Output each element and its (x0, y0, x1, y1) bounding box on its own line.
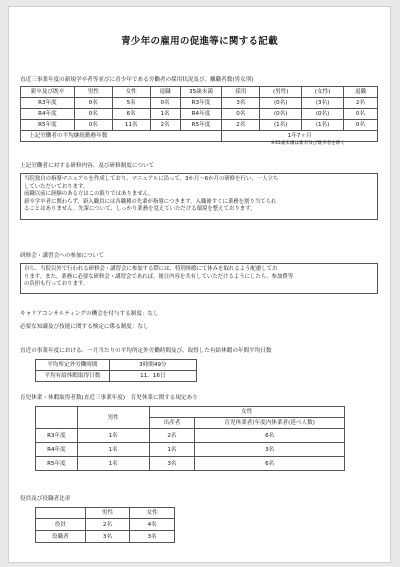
header-cell: 35歳未満 (180, 87, 222, 98)
seminar-text-box (20, 263, 378, 294)
officer-ratio-table (35, 507, 175, 543)
table-header-row (36, 407, 345, 418)
retire-cell: 0名 (150, 98, 180, 109)
year-cell: R4年度 (36, 443, 78, 457)
birth-cell: 1名 (149, 443, 195, 457)
header-cell: 女性 (130, 508, 175, 519)
text-line: していただいております。 (24, 183, 89, 190)
hiring-status-heading: 直近三事業年度の新規学卒者等並びに青少年である労働者の採用状況及び、離職者数(男女別) (20, 77, 254, 83)
year-cell: R3年度 (36, 429, 78, 443)
leave-cell: 3名 (195, 443, 345, 457)
table-row (36, 429, 345, 443)
hire-female-cell: (0名) (302, 109, 344, 120)
hire-male-cell: (0名) (260, 98, 302, 109)
seminar-heading: 研修会・講習会への参加について (20, 253, 104, 259)
year-cell: R3年度 (21, 98, 75, 109)
text-line: 前職以前に経験のある方はこの限りではありません。 (24, 191, 154, 198)
table-row (21, 98, 378, 109)
female-cell: 3名 (130, 531, 175, 543)
birth-cell: 2名 (149, 429, 195, 443)
table-row (21, 120, 378, 131)
table-row (21, 109, 378, 120)
header-cell: (女性) (302, 87, 344, 98)
row-value: 3時間49分 (109, 360, 196, 371)
header-cell: 女性 (112, 87, 150, 98)
header-cell: (男性) (260, 87, 302, 98)
male-cell: 0名 (74, 109, 112, 120)
row-value: 11．16日 (109, 371, 196, 382)
year-cell: R5年度 (180, 120, 222, 131)
table-header-row (36, 508, 175, 519)
male-cell: 1名 (77, 443, 149, 457)
page-title: 青少年の雇用の促進等に関する記載 (121, 36, 278, 47)
hiring-status-table (20, 86, 378, 142)
text-line: 自ら、当院以外で行われる研修会・講習会に参加する際には、特別休暇にて休みを取れるよう配慮してお (24, 266, 278, 272)
row-label: 役員 (36, 519, 86, 531)
retire-cell: 0名 (344, 109, 378, 120)
female-cell: 6名 (112, 109, 150, 120)
text-line: ることはありません。先輩について、しっかり業務を覚えていただける環境を整えております。 (24, 206, 256, 213)
year-cell: R5年度 (21, 120, 75, 131)
text-line: ります。また、業務に必要な研修会・講習会であれば、後日内容を共有していただけるようにしたら、参加費等 (24, 273, 294, 280)
hire-female-cell: (1名) (302, 120, 344, 131)
female-cell: 4名 (130, 519, 175, 531)
header-cell: 退職 (344, 87, 378, 98)
retire-cell: 1名 (150, 109, 180, 120)
text-line: 当院独自の指導マニュアルを作成しており、マニュアルに沿って、3か月〜6か月の研修を行い、一人立ち (24, 176, 279, 182)
year-cell: R5年度 (36, 457, 78, 471)
table-row (36, 360, 197, 371)
header-cell: 男性 (85, 508, 130, 519)
career-consulting-line: キャリアコンサルティングの機会を付与する制度：なし (20, 311, 159, 317)
male-cell: 0名 (74, 120, 112, 131)
female-cell: 5名 (112, 98, 150, 109)
header-cell: 採用 (222, 87, 260, 98)
male-cell: 1名 (77, 457, 149, 471)
overtime-heading: 直近の事業年度における、一月当たりの平均所定外労働時間及び、取得した有給休暇の年間平均日数 (20, 348, 272, 354)
document-page (8, 6, 391, 563)
year-cell: R4年度 (180, 109, 222, 120)
year-cell: R4年度 (21, 109, 75, 120)
male-cell: 2名 (85, 519, 130, 531)
retire-cell: 0名 (344, 120, 378, 131)
childcare-heading: 育児休業・休暇取得者数(直近三事業年度) 育児休業に関する規定あり (20, 395, 198, 401)
retire-cell: 2名 (344, 98, 378, 109)
training-text-box (20, 173, 378, 220)
row-label: 平均有給休暇取得日数 (36, 371, 110, 382)
table-row (36, 371, 197, 382)
table-row (36, 531, 175, 543)
table-row (36, 443, 345, 457)
leave-cell: 6名 (195, 457, 345, 471)
table-header-row (21, 87, 378, 98)
childcare-table (35, 406, 345, 471)
row-label: 平均所定外労働時間 (36, 360, 110, 371)
header-cell: 男性 (77, 407, 149, 429)
hire-male-cell: (0名) (260, 109, 302, 120)
header-cell: 男性 (74, 87, 112, 98)
hire-cell: 0名 (222, 109, 260, 120)
header-cell: 新卒及び既卒 (21, 87, 75, 98)
blank-header-cell (36, 407, 78, 429)
officer-ratio-heading: 役員及び役職者比率 (20, 496, 71, 502)
birth-cell: 3名 (149, 457, 195, 471)
male-cell: 0名 (74, 98, 112, 109)
text-line: 新卒学卒者に関わらず、新入職員には各職種の先輩が指導につきます。入職後すぐに業務を割り当てられ (24, 198, 277, 205)
table-row (36, 519, 175, 531)
footnote: ※35歳未満は新卒及び既卒者を除く (271, 141, 346, 146)
avg-tenure-value: 1年7ヶ月 (222, 131, 378, 142)
header-cell: 育児休業者(年度内休業者(延べ人数) (195, 418, 345, 429)
male-cell: 1名 (77, 429, 149, 443)
header-cell: 女性 (149, 407, 345, 418)
certification-line: 必要な知識及び技能に関する検定に係る制度：なし (20, 324, 149, 330)
blank-header-cell (36, 508, 86, 519)
header-cell: 退職 (150, 87, 180, 98)
row-label: 役職者 (36, 531, 86, 543)
hire-cell: 2名 (222, 120, 260, 131)
text-line: の負担も行っております。 (24, 281, 89, 288)
avg-tenure-label: 上記労働者の平均継続勤務年数 (21, 131, 222, 142)
year-cell: R3年度 (180, 98, 222, 109)
overtime-table (35, 359, 197, 382)
hire-cell: 3名 (222, 98, 260, 109)
table-row (36, 457, 345, 471)
leave-cell: 6名 (195, 429, 345, 443)
header-cell: 出産者 (149, 418, 195, 429)
retire-cell: 2名 (150, 120, 180, 131)
female-cell: 11名 (112, 120, 150, 131)
training-heading: 上記労働者に対する研修内容、及び研修制度について (20, 163, 155, 169)
hire-male-cell: (1名) (260, 120, 302, 131)
male-cell: 3名 (85, 531, 130, 543)
hire-female-cell: (3名) (302, 98, 344, 109)
